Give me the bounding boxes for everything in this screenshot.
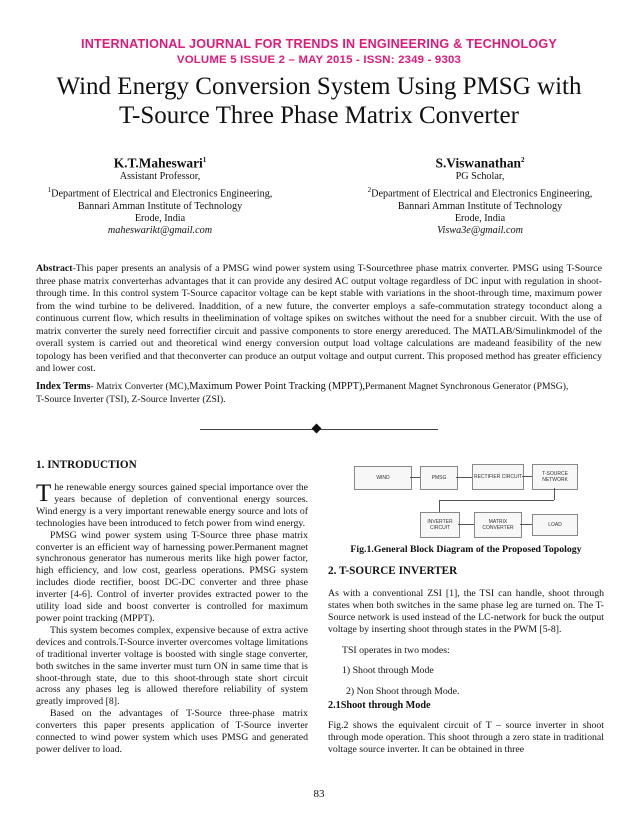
author-institute: Bannari Amman Institute of Technology bbox=[77, 200, 243, 212]
paper-title-line1: Wind Energy Conversion System Using PMSG with bbox=[56, 73, 582, 100]
author-email[interactable]: Viswa3e@gmail.com bbox=[437, 225, 523, 237]
section-divider bbox=[200, 425, 438, 435]
block-rectifier: RECTIFIER CIRCUIT bbox=[472, 464, 524, 490]
index-terms-text: Permanent Magnet Synchronous Generator (PMSG), bbox=[365, 381, 569, 392]
arrow bbox=[458, 524, 474, 525]
list-item: 2) Non Shoot through Mode. bbox=[346, 686, 460, 698]
index-terms-label: Index Terms bbox=[36, 381, 91, 392]
journal-volume: VOLUME 5 ISSUE 2 – MAY 2015 - ISSN: 2349 - 9303 bbox=[176, 54, 462, 66]
paragraph: TSI operates in two modes: bbox=[342, 644, 450, 656]
paragraph: PMSG wind power system using T-Source three phase matrix converter is an efficient way of harnessing power.Permanent magnet synchronous generator has numerous merits like high power factor, high efficiency, and low cost, gearless operations. PMSG system includes diode rectifier, boost DC-DC converter and three phase inverter [4-6]. Control of inverter provides extracted power to the utility load side and boost converter is controlled for maximum power point tracking (MPPT). bbox=[36, 529, 308, 624]
block-diagram bbox=[328, 462, 604, 540]
index-terms-text: - Matrix Converter (MC), bbox=[90, 381, 190, 392]
abstract-text: -This paper presents an analysis of a PMSG wind power system using T-Sourcethree phase matrix converter. PMSG using T-Source three phase matrix converterhas advantages that it can provide any desired AC output voltage regardless of DC input with regulation in shoot-through time. In this control system T-Source capacitor voltage can be kept stable with variations in the shoot-through time, maximum power from the wind turbine to be delivered. Inaddition, of a new future, the converter employs a safe-commutation strategy toconduct along a continuous current flow, which results in theelimination of voltage spikes on switches without the need for a snubber circuit. With the use of matrix converter the surely need forrectifier circuit and passive components to store energy arereduced. The MATLAB/Simulinkmodel of the overall system is carried out and theoretical wind energy conversion output load voltage calculations are madeand feasibility of the new topology has been verified and that theconverter can produce an output voltage and output current. This proposed method has greater efficiency and lower cost. bbox=[36, 263, 602, 374]
left-column bbox=[36, 458, 308, 756]
arrow bbox=[439, 500, 440, 512]
block-wind: WIND bbox=[354, 466, 412, 490]
arrow bbox=[554, 488, 555, 500]
journal-header bbox=[0, 36, 638, 68]
figure-caption: Fig.1.General Block Diagram of the Proposed Topology bbox=[350, 544, 582, 555]
author-name: K.T.Maheswari$^1$ bbox=[113, 155, 207, 171]
paragraph: Fig.2 shows the equivalent circuit of T – source inverter in shoot through mode operation. This shoot through a zero state in traditional voltage source inverter. It can be obtained in three bbox=[328, 720, 604, 755]
author-block-1 bbox=[40, 152, 280, 238]
paragraph: Based on the advantages of T-Source three-phase matrix converters this paper presents application of T-Source inverter connected to wind power system which uses PMSG and generated power deliver to load. bbox=[36, 708, 308, 755]
paper-title bbox=[0, 72, 638, 130]
arrow bbox=[456, 477, 472, 478]
journal-name: INTERNATIONAL JOURNAL FOR TRENDS IN ENGINEERING & TECHNOLOGY bbox=[81, 37, 557, 51]
subsection-heading: 2.1Shoot through Mode bbox=[328, 700, 431, 712]
index-terms-line2: T-Source Inverter (TSI), Z-Source Inverter (ZSI). bbox=[36, 393, 226, 405]
section-heading: 1. INTRODUCTION bbox=[36, 459, 137, 471]
abstract-label: Abstract bbox=[36, 263, 73, 274]
paper-title-line2: T-Source Three Phase Matrix Converter bbox=[119, 102, 519, 129]
paragraph: The renewable energy sources gained special importance over the years because of depletion of conventional energy sources. Wind energy is a very important renewable energy source and lots of technologies have been introduced to fetch power from wind energy. bbox=[36, 480, 308, 529]
index-terms bbox=[36, 381, 602, 406]
diamond-ornament-icon bbox=[312, 424, 322, 434]
block-inverter: INVERTER CIRCUIT bbox=[420, 512, 460, 538]
arrow bbox=[520, 524, 532, 525]
arrow bbox=[522, 476, 532, 477]
author-department: $^1$Department of Electrical and Electronics Engineering, bbox=[47, 185, 273, 200]
index-terms-text: Maximum Power Point Tracking (MPPT), bbox=[189, 381, 366, 392]
block-pmsg: PMSG bbox=[420, 466, 458, 490]
author-block-2 bbox=[340, 152, 620, 238]
author-role: PG Scholar, bbox=[455, 171, 505, 183]
block-load: LOAD bbox=[532, 514, 578, 536]
author-institute: Bannari Amman Institute of Technology bbox=[397, 200, 563, 212]
author-email[interactable]: maheswarikt@gmail.com bbox=[107, 225, 213, 237]
author-department: $^2$Department of Electrical and Electronics Engineering, bbox=[367, 185, 593, 200]
author-role: Assistant Professor, bbox=[119, 171, 201, 183]
list-item: 1) Shoot through Mode bbox=[342, 665, 434, 677]
page-number: 83 bbox=[313, 788, 325, 800]
block-tsource: T-SOURCE NETWORK bbox=[532, 464, 578, 490]
author-location: Erode, India bbox=[134, 213, 186, 225]
paragraph: This system becomes complex, expensive because of extra active devices and controls.T-Source inverter overcomes voltage limitations of traditional inverter voltage is boosted with single stage converter, both switches in the same inverter must turn ON in same time that is shoot-through state, due to this shoot-through state short circuit across any phases leg is allowed therefore reliability of system greatly improved [8]. bbox=[36, 624, 308, 708]
author-name: S.Viswanathan$^2$ bbox=[435, 155, 525, 171]
paragraph: As with a conventional ZSI [1], the TSI can handle, shoot through states when both switches in the same phase leg are turned on. The T-Source network is used instead of the LC-network for buck the output voltage by inserting shoot through states in the PWM [5-8]. bbox=[328, 587, 604, 635]
drop-cap: T bbox=[36, 480, 52, 507]
right-column bbox=[328, 462, 604, 765]
abstract bbox=[36, 263, 602, 376]
block-matrix: MATRIX CONVERTER bbox=[474, 512, 522, 538]
arrow bbox=[439, 500, 554, 501]
author-location: Erode, India bbox=[454, 213, 506, 225]
section-heading: 2. T-SOURCE INVERTER bbox=[328, 564, 458, 577]
arrow bbox=[410, 477, 420, 478]
